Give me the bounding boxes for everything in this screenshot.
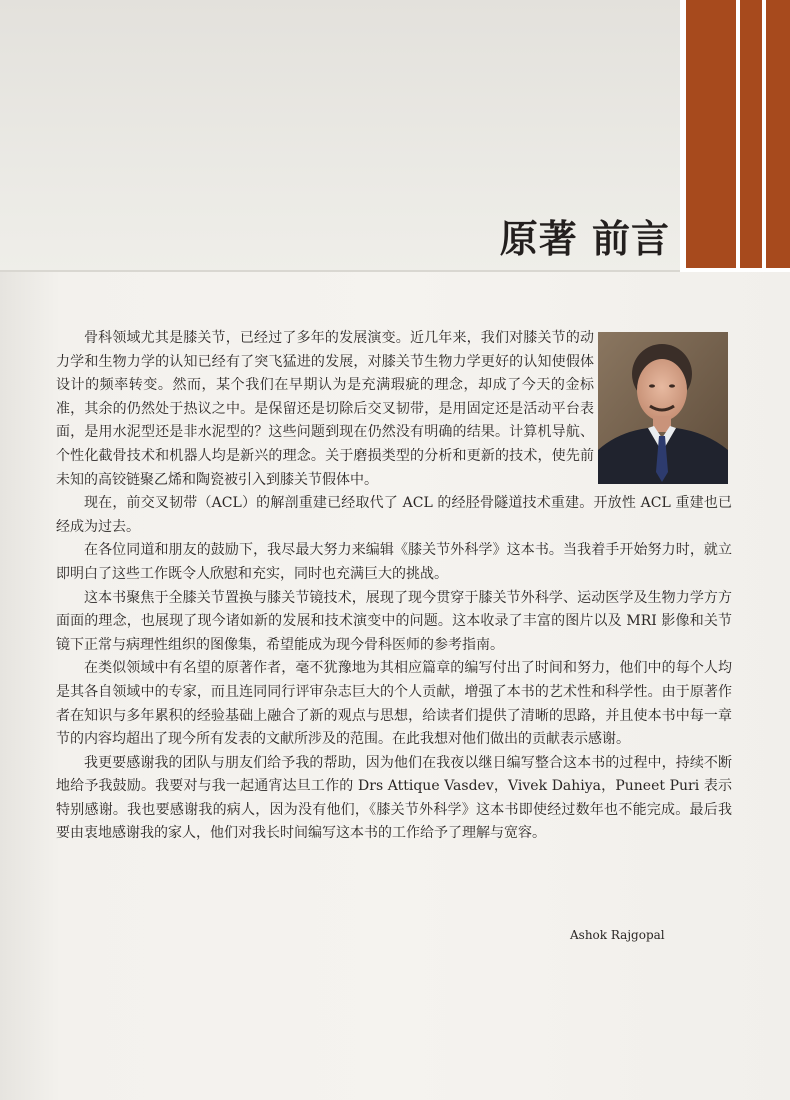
- accent-bar-wide: [686, 0, 736, 268]
- paragraph: 我更要感谢我的团队与朋友们给予我的帮助，因为他们在我夜以继日编写整合这本书的过程中，持续不断地给予我鼓励。我要对与我一起通宵达旦工作的 Drs Attique Vasdev，Vivek Dahiya，Puneet Puri 表示特别感谢。我也要感谢我的病人，因为没有他们，《膝关节外科学》这本书即使经过数年也不能完成。最后我要由衷地感谢我的家人，他们对我长时间编写这本书的工作给予了理解与宽容。: [56, 754, 732, 842]
- author-signature: Ashok Rajgopal: [570, 928, 665, 942]
- paragraph: 这本书聚焦于全膝关节置换与膝关节镜技术，展现了现今贯穿于膝关节外科学、运动医学及生物力学方方面面的理念，也展现了现今诸如新的发展和技术演变中的问题。这本收录了丰富的图片以及 MRI 影像和关节镜下正常与病理性组织的图像集，希望能成为现今骨科医师的参考指南。: [56, 589, 732, 653]
- accent-bar-right: [766, 0, 790, 268]
- preface-body: [56, 327, 732, 846]
- paragraph: 骨科领域尤其是膝关节，已经过了多年的发展演变。近几年来，我们对膝关节的动力学和生物力学的认知已经有了突飞猛进的发展，对膝关节生物力学更好的认知使假体设计的频率转变。然而，某个我们在早期认为是充满瑕疵的理念，却成了今天的金标准，其余的仍然处于热议之中。是保留还是切除后交叉韧带，是用固定还是活动平台表面，是用水泥型还是非水泥型的？这些问题到现在仍然没有明确的结果。计算机导航、个性化截骨技术和机器人均是新兴的理念。关于磨损类型的分析和更新的技术，使先前未知的高铰链聚乙烯和陶瓷被引入到膝关节假体中。: [56, 330, 594, 488]
- paragraph: 在各位同道和朋友的鼓励下，我尽最大努力来编辑《膝关节外科学》这本书。当我着手开始努力时，就立即明白了这些工作既令人欣慰和充实，同时也充满巨大的挑战。: [56, 542, 732, 582]
- photo-spacer: [594, 327, 732, 491]
- header-divider: [0, 270, 680, 272]
- paragraph: 在类似领域中有名望的原著作者，毫不犹豫地为其相应篇章的编写付出了时间和努力，他们中的每个人均是其各自领域中的专家，而且连同同行评审杂志巨大的个人贡献，增强了本书的艺术性和科学性。由于原著作者在知识与多年累积的经验基础上融合了新的观点与思想，给读者们提供了清晰的思路，并且使本书中每一章节的内容均超出了现今所有发表的文献所涉及的范围。在此我想对他们做出的贡献表示感谢。: [56, 660, 732, 748]
- paragraph: 现在，前交叉韧带（ACL）的解剖重建已经取代了 ACL 的经胫骨隧道技术重建。开放性 ACL 重建也已经成为过去。: [56, 495, 732, 535]
- page-title: 原著 前言: [499, 217, 670, 261]
- accent-bar-middle: [740, 0, 762, 268]
